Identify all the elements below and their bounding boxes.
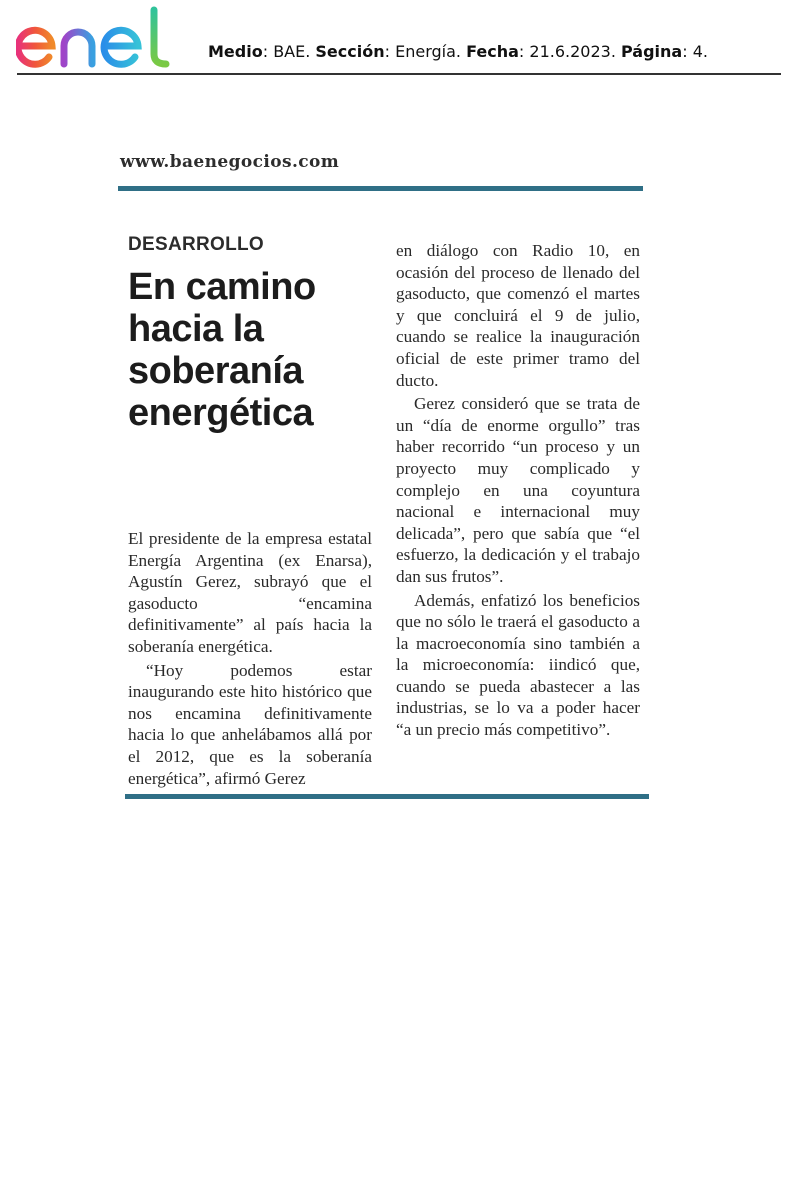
pagina-label: Página	[621, 42, 683, 61]
article-paragraph: en diálogo con Radio 10, en ocasión del proceso de llenado del gasoducto, que comenzó el martes y que concluirá el 9 de julio, cuando se realice la inauguración oficial de este primer tramo del ducto.	[396, 241, 640, 390]
enel-logo	[16, 6, 182, 70]
article-column-right	[396, 240, 640, 741]
article-headline: En camino hacia la soberanía energética	[128, 266, 316, 434]
article-paragraph: Además, enfatizó los beneficios que no sólo le traerá el gasoducto a la macroeconomía sino también a la microeconomía: iindicó que, cuando se pueda abastecer a las industrias, se lo va a poder hacer “a un precio más competitivo”.	[396, 590, 640, 740]
header-divider	[17, 73, 781, 75]
press-clipping-meta: Medio: BAE. Sección: Energía. Fecha: 21.6.2023. Página: 4.	[208, 42, 708, 61]
newspaper-site-url: www.baenegocios.com	[120, 152, 340, 172]
article-column-left	[128, 234, 372, 789]
pagina-value: 4.	[692, 42, 708, 61]
seccion-value: Energía.	[395, 42, 461, 61]
section-label: DESARROLLO	[128, 234, 264, 255]
fecha-value: 21.6.2023.	[529, 42, 616, 61]
fecha-label: Fecha	[466, 42, 519, 61]
article-paragraph: Gerez consideró que se trata de un “día de enorme orgullo” tras haber recorrido “un proceso y un proyecto muy complicado y complejo en una coyuntura nacional e internacional muy delicada”, pero que sabía que “el esfuerzo, la dedicación y el trabajo dan sus frutos”.	[396, 394, 640, 586]
article-paragraph: El presidente de la empresa estatal Energía Argentina (ex Enarsa), Agustín Gerez, subrayó que el gasoducto “encamina definitivamente” al país hacia la soberanía energética.	[128, 529, 372, 656]
article-bottom-rule	[125, 794, 649, 799]
medio-value: BAE.	[273, 42, 311, 61]
seccion-label: Sección	[315, 42, 385, 61]
medio-label: Medio	[208, 42, 263, 61]
article-paragraph: “Hoy podemos estar inaugurando este hito histórico que nos encamina definitivamente hacia lo que anhelábamos allá por el 2012, que es la soberanía energética”, afirmó Gerez	[128, 660, 372, 788]
article-top-rule	[118, 186, 643, 191]
